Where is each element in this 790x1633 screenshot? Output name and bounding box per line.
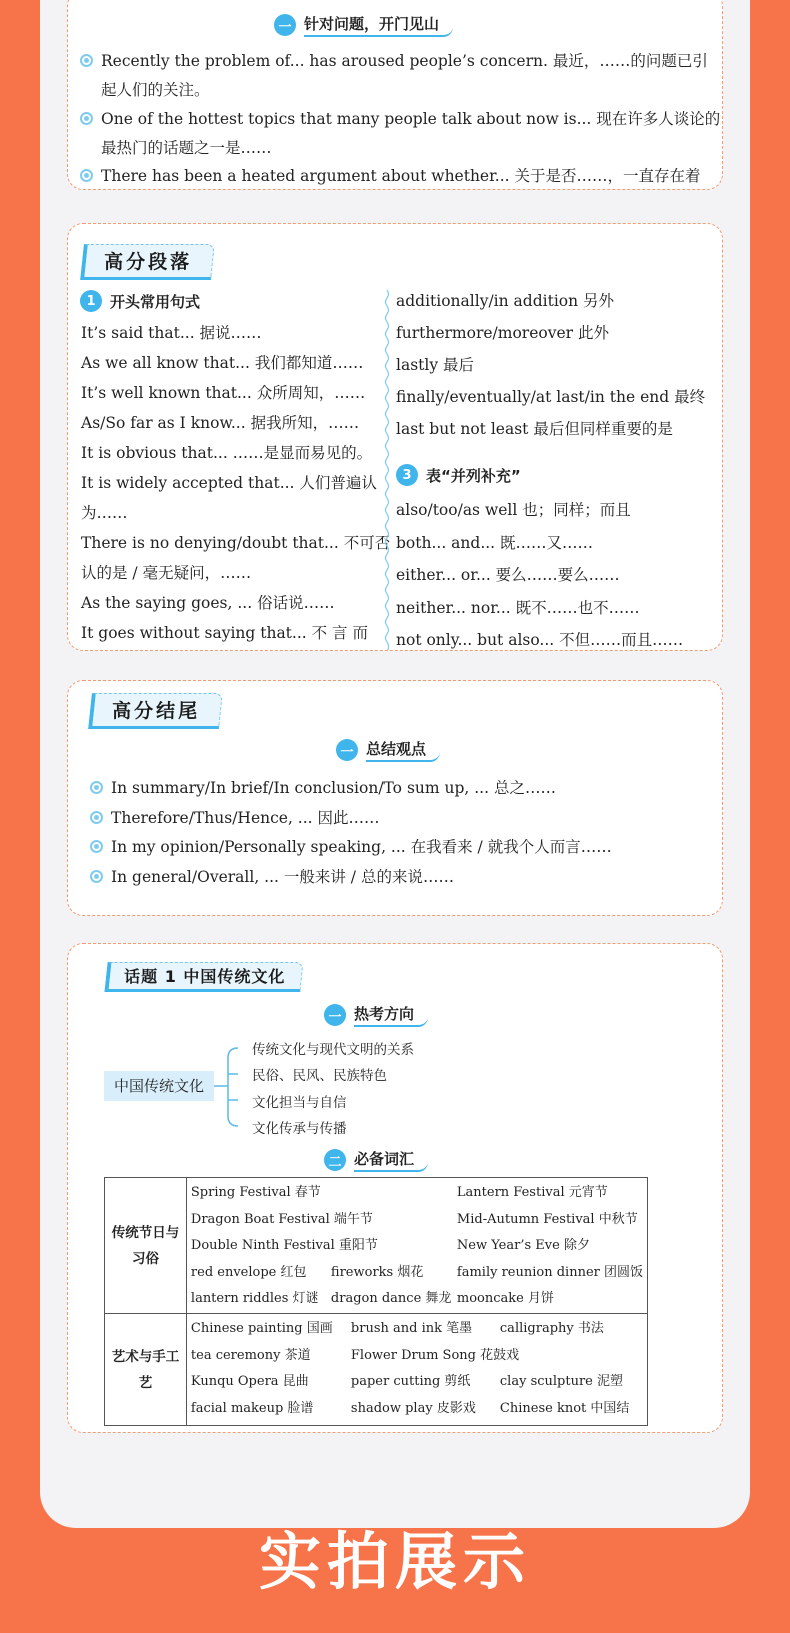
- section-tag: 高分结尾: [88, 693, 223, 729]
- opening-heading: 一 针对问题，开门见山: [274, 13, 453, 37]
- vocab-term: [331, 1180, 457, 1207]
- bullet-icon: [90, 811, 103, 824]
- phrase-line: It’s said that... 据说……: [81, 324, 262, 342]
- vocab-term: Lantern Festival 元宵节: [456, 1185, 608, 1200]
- heading-badge: 一: [324, 1004, 346, 1026]
- ending-item: In summary/In brief/In conclusion/To sum up, ... 总之……: [90, 774, 556, 803]
- bullet-icon: [80, 169, 93, 182]
- ending-heading: 一 总结观点: [336, 738, 440, 762]
- left-heading: 1 开头常用句式: [80, 290, 200, 312]
- footer-title: 实拍展示: [258, 1525, 531, 1598]
- vocab-term: lantern riddles 灯谜: [190, 1291, 319, 1306]
- vocab-term: fireworks 烟花: [330, 1264, 424, 1280]
- right-heading: 3 表“并列补充”: [396, 464, 521, 486]
- phrase-line: neither... nor... 既不……也不……: [396, 598, 640, 617]
- vocab-term: dragon dance 舞龙: [330, 1291, 452, 1306]
- vocab-term: clay sculpture 泥塑: [499, 1374, 624, 1389]
- vocab-term: Spring Festival 春节: [190, 1185, 321, 1200]
- vocab-term: New Year’s Eve 除夕: [456, 1238, 590, 1253]
- ending-item: In general/Overall, ... 一般来讲 / 总的来说……: [90, 863, 454, 892]
- opening-item: There has been a heated argument about whether... 关于是否……，一直存在着: [80, 162, 701, 190]
- phrase-line: either... or... 要么……要么……: [396, 566, 620, 584]
- vocab-term: [500, 1343, 643, 1370]
- table-row: [105, 1178, 648, 1314]
- vocab-term: Double Ninth Festival 重阳节: [190, 1238, 378, 1253]
- bullet-icon: [80, 54, 93, 67]
- vocab-term: Chinese painting 国画: [190, 1321, 333, 1336]
- mindmap-connector: [214, 1044, 250, 1129]
- mindmap-branch: 文化担当与自信: [252, 1094, 347, 1111]
- phrase-line: 认的是 / 毫无疑问，……: [81, 564, 252, 582]
- vocab-term: Dragon Boat Festival 端午节: [190, 1211, 373, 1227]
- heading-badge: 3: [396, 464, 418, 486]
- vocab-term: brush and ink 笔墨: [350, 1321, 473, 1336]
- phrase-line: also/too/as well 也；同样；而且: [396, 501, 631, 519]
- mindmap-branch: 民俗、民风、民族特色: [252, 1068, 387, 1085]
- vocab-cell: [186, 1314, 647, 1426]
- opening-item: One of the hottest topics that many people talk about now is... 现在许多人谈论的 最热门的话题之一是……: [80, 105, 720, 163]
- opening-item: Recently the problem of... has aroused people’s concern. 最近，……的问题已引 起人们的关注。: [80, 47, 708, 105]
- category-cell: 传统节日与习俗: [105, 1178, 187, 1314]
- phrase-line: It is widely accepted that... 人们普遍认: [81, 474, 377, 492]
- vocab-term: facial makeup 脸谱: [190, 1400, 314, 1416]
- vocab-term: calligraphy 书法: [499, 1321, 604, 1336]
- opening-card: [67, 0, 723, 190]
- bullet-icon: [90, 781, 103, 794]
- phrase-line: It goes without saying that... 不 言 而: [81, 624, 368, 642]
- paragraph-card: [67, 223, 723, 651]
- vocab-cell: [186, 1178, 647, 1314]
- vocab-term: [331, 1233, 457, 1260]
- phrase-line: As we all know that... 我们都知道……: [81, 354, 364, 372]
- mindmap-root: 中国传统文化: [104, 1071, 214, 1101]
- vocab-term: red envelope 红包: [190, 1264, 307, 1280]
- phrase-line: There is no denying/doubt that... 不可否: [81, 534, 391, 552]
- ending-item: Therefore/Thus/Hence, ... 因此……: [90, 804, 380, 833]
- phrase-line: not only... but also... 不但……而且……: [396, 631, 684, 649]
- vocab-term: paper cutting 剪纸: [350, 1374, 471, 1389]
- bullet-icon: [90, 840, 103, 853]
- section-tag: 话题 1 中国传统文化: [104, 962, 303, 992]
- table-row: [105, 1314, 648, 1426]
- phrase-line: As the saying goes, ... 俗话说……: [81, 594, 335, 612]
- vocab-heading: 二 必备词汇: [324, 1148, 428, 1172]
- ending-card: [67, 680, 723, 916]
- phrase-line: lastly 最后: [396, 356, 475, 374]
- phrase-line: both... and... 既……又……: [396, 533, 594, 552]
- heading-badge: 一: [274, 14, 296, 36]
- heading-badge: 二: [324, 1149, 346, 1171]
- vocab-term: Flower Drum Song 花鼓戏: [350, 1347, 520, 1363]
- category-cell: 艺术与手工艺: [105, 1314, 187, 1426]
- vocab-term: family reunion dinner 团圆饭: [456, 1264, 643, 1280]
- hot-heading: 一 热考方向: [324, 1003, 428, 1027]
- vocab-term: tea ceremony 茶道: [190, 1347, 311, 1363]
- phrase-line: It’s well known that... 众所周知，……: [81, 384, 366, 402]
- phrase-line: last but not least 最后但同样重要的是: [396, 420, 673, 438]
- ending-item: In my opinion/Personally speaking, ... 在我看来 / 就我个人而言……: [90, 833, 612, 862]
- vocab-term: shadow play 皮影戏: [350, 1400, 476, 1416]
- vocab-term: [331, 1207, 457, 1234]
- phrase-line: 为……: [81, 504, 128, 522]
- vocab-term: Chinese knot 中国结: [499, 1400, 630, 1416]
- phrase-line: As/So far as I know... 据我所知，……: [81, 414, 360, 432]
- bullet-icon: [90, 870, 103, 883]
- mindmap-branch: 文化传承与传播: [252, 1120, 347, 1137]
- heading-badge: 1: [80, 290, 102, 312]
- bullet-icon: [80, 112, 93, 125]
- topic-card: [67, 943, 723, 1433]
- heading-badge: 一: [336, 739, 358, 761]
- content-sheet: [40, 0, 750, 1528]
- phrase-line: furthermore/moreover 此外: [396, 324, 609, 342]
- vocab-term: mooncake 月饼: [456, 1291, 554, 1306]
- mindmap-branch: 传统文化与现代文明的关系: [252, 1042, 414, 1058]
- vocab-term: Mid-Autumn Festival 中秋节: [456, 1211, 638, 1227]
- phrase-line: additionally/in addition 另外: [396, 292, 615, 310]
- vocab-table: [104, 1177, 648, 1426]
- vocab-term: Kunqu Opera 昆曲: [190, 1374, 309, 1389]
- phrase-line: finally/eventually/at last/in the end 最终: [396, 388, 706, 406]
- phrase-line: It is obvious that... ……是显而易见的。: [81, 444, 373, 462]
- section-tag: 高分段落: [80, 244, 215, 280]
- wavy-divider: [384, 290, 390, 651]
